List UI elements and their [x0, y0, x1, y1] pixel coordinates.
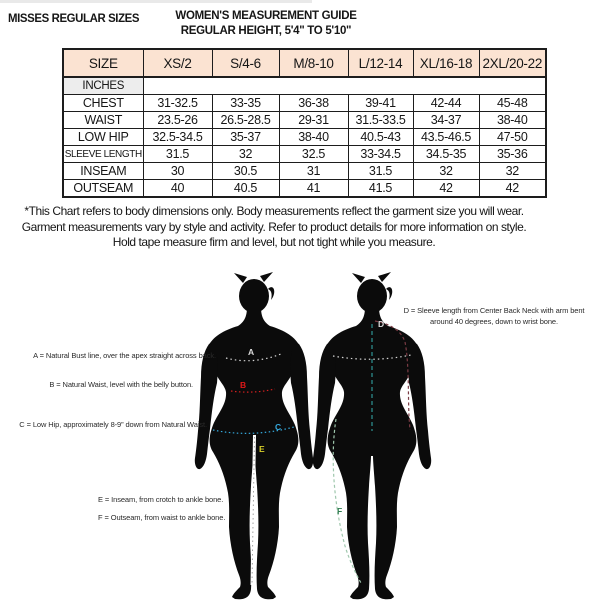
cell: 34-37: [413, 112, 479, 129]
cell: 34.5-35: [413, 146, 479, 163]
col-header-s: S/4-6: [212, 49, 279, 77]
cell: 47-50: [479, 129, 546, 146]
cell: 33-35: [212, 95, 279, 112]
cell: 31: [279, 163, 348, 180]
cell: 26.5-28.5: [212, 112, 279, 129]
cell: 38-40: [479, 112, 546, 129]
col-header-l: L/12-14: [348, 49, 413, 77]
inseam-marker-letter: E: [259, 444, 265, 454]
row-label: WAIST: [63, 112, 143, 129]
cell: 40.5: [212, 180, 279, 198]
row-label: LOW HIP: [63, 129, 143, 146]
cell: 35-36: [479, 146, 546, 163]
page-title-line2: REGULAR HEIGHT, 5'4" TO 5'10": [180, 24, 352, 37]
note-line-3: Hold tape measure firm and level, but not tight while you measure.: [112, 235, 436, 250]
cell: 41: [279, 180, 348, 198]
inseam-annotation: E = Inseam, from crotch to ankle bone.: [98, 495, 224, 504]
sleeve-marker-letter: D: [378, 319, 385, 329]
cell: 29-31: [279, 112, 348, 129]
cell: 33-34.5: [348, 146, 413, 163]
page-title-line1: WOMEN'S MEASUREMENT GUIDE: [175, 10, 357, 22]
col-header-m: M/8-10: [279, 49, 348, 77]
cell: 45-48: [479, 95, 546, 112]
sleeve-annotation: [398, 306, 590, 327]
hip-marker-letter: C: [275, 422, 282, 432]
cell: 30: [143, 163, 212, 180]
cell: 36-38: [279, 95, 348, 112]
cell: 39-41: [348, 95, 413, 112]
cell: 32: [479, 163, 546, 180]
col-header-2xl: 2XL/20-22: [479, 49, 546, 77]
waist-annotation: B = Natural Waist, level with the belly button.: [49, 380, 193, 389]
cell: 42: [413, 180, 479, 198]
note-line-1: *This Chart refers to body dimensions only. Body measurements reflect the garment size you will wear.: [24, 204, 524, 218]
cell: 31-32.5: [143, 95, 212, 112]
col-header-xs: XS/2: [143, 49, 212, 77]
sleeve-annotation-line2: around 40 degrees, down to wrist bone.: [430, 316, 558, 326]
hip-annotation: C = Low Hip, approximately 8-9” down from Natural Waist.: [19, 420, 207, 429]
unit-label-cell: INCHES: [63, 77, 143, 95]
cell: 32.5: [279, 146, 348, 163]
bust-annotation: A = Natural Bust line, over the apex straight across back.: [33, 351, 216, 360]
waist-marker-letter: B: [240, 380, 247, 390]
row-label: SLEEVE LENGTH: [63, 146, 143, 163]
cell: 31.5-33.5: [348, 112, 413, 129]
sleeve-annotation-line1: D = Sleeve length from Center Back Neck with arm bent: [403, 306, 585, 315]
cell: 32: [212, 146, 279, 163]
cell: 41.5: [348, 180, 413, 198]
col-header-xl: XL/16-18: [413, 49, 479, 77]
cell: 43.5-46.5: [413, 129, 479, 146]
outseam-annotation: F = Outseam, from waist to ankle bone.: [98, 513, 226, 522]
left-title: MISSES REGULAR SIZES: [8, 11, 140, 25]
cell: 23.5-26: [143, 112, 212, 129]
cell: 32.5-34.5: [143, 129, 212, 146]
bust-marker-letter: A: [248, 347, 255, 357]
cell: 42: [479, 180, 546, 198]
cell: 38-40: [279, 129, 348, 146]
col-header-size: SIZE: [63, 49, 143, 77]
note-line-2: Garment measurements vary by style and activity. Refer to product details for more information on style.: [21, 219, 527, 234]
cell: 35-37: [212, 129, 279, 146]
cell: 31.5: [348, 163, 413, 180]
cell: 40.5-43: [348, 129, 413, 146]
cell: 42-44: [413, 95, 479, 112]
cell: 30.5: [212, 163, 279, 180]
row-label: INSEAM: [63, 163, 143, 180]
cell: 40: [143, 180, 212, 198]
cell: 32: [413, 163, 479, 180]
row-label: OUTSEAM: [63, 180, 143, 198]
cell: 31.5: [143, 146, 212, 163]
outseam-marker-letter: F: [337, 506, 343, 516]
row-label: CHEST: [63, 95, 143, 112]
